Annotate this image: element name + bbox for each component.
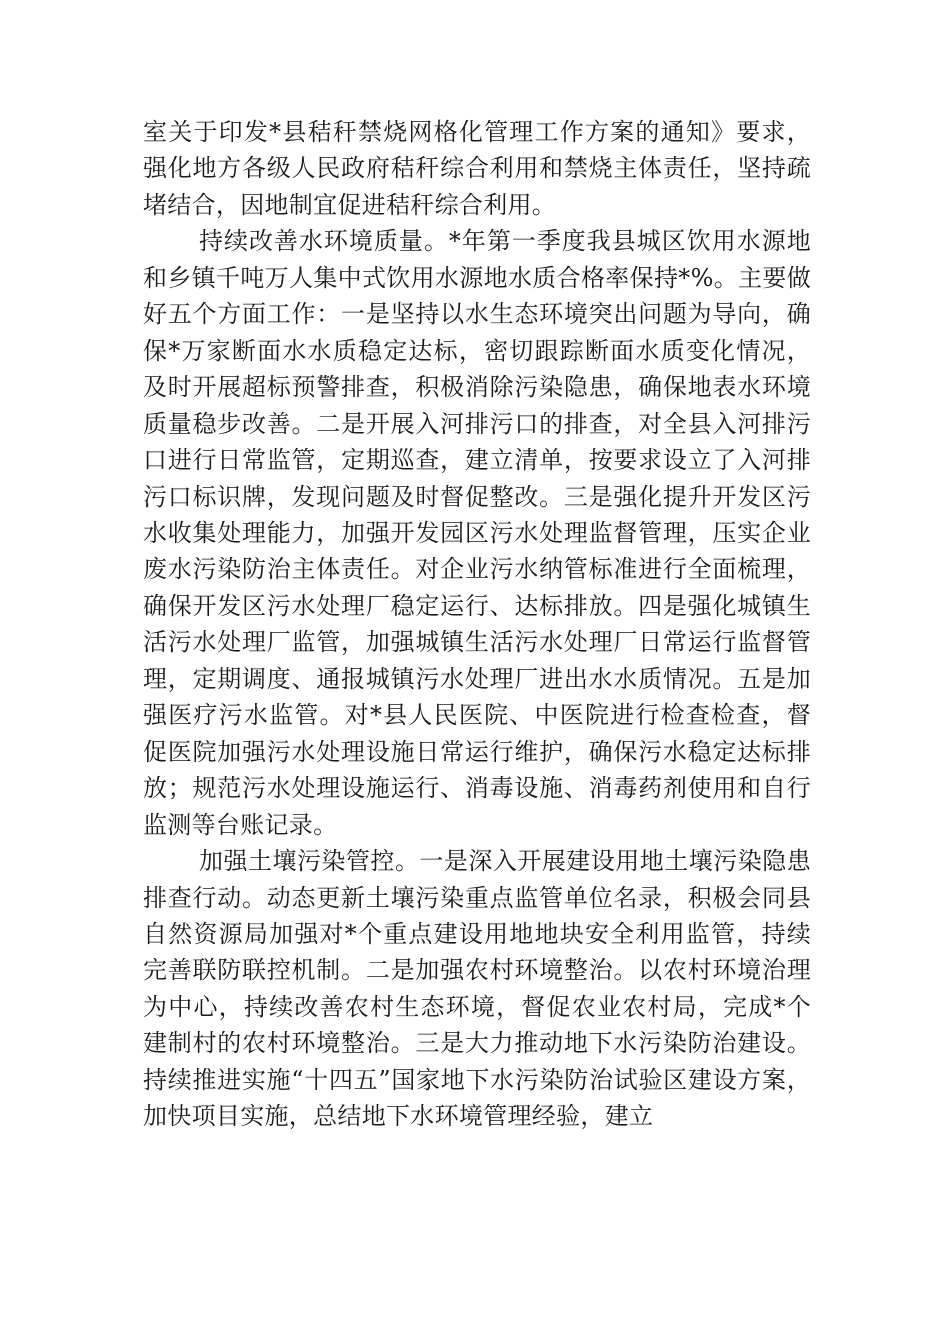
paragraph-soil-pollution: 加强土壤污染管控。一是深入开展建设用地土壤污染隐患排查行动。动态更新土壤污染重点监管单位名录，积极会同县自然资源局加强对*个重点建设用地地块安全利用监管，持续完善联防联控机制。二是加强农村环境整治。以农村环境治理为中心，持续改善农村生态环境，督促农业农村局，完成*个建制村的农村环境整治。三是大力推动地下水污染防治建设。持续推进实施“十四五”国家地下水污染防治试验区建设方案，加快项目实施，总结地下水环境管理经验，建立 (143, 847, 811, 1131)
document-body (143, 114, 811, 1135)
paragraph-straw-burning-continuation: 室关于印发*县秸秆禁烧网格化管理工作方案的通知》要求，强化地方各级人民政府秸秆综合利用和禁烧主体责任，坚持疏堵结合，因地制宜促进秸秆综合利用。 (143, 118, 811, 219)
paragraph-water-environment: 持续改善水环境质量。*年第一季度我县城区饮用水源地和乡镇千吨万人集中式饮用水源地水质合格率保持*%。主要做好五个方面工作：一是坚持以水生态环境突出问题为导向，确保*万家断面水水质稳定达标，密切跟踪断面水质变化情况，及时开展超标预警排查，积极消除污染隐患，确保地表水环境质量稳步改善。二是开展入河排污口的排查，对全县入河排污口进行日常监管，定期巡查，建立清单，按要求设立了入河排污口标识牌，发现问题及时督促整改。三是强化提升开发区污水收集处理能力，加强开发园区污水处理监督管理，压实企业废水污染防治主体责任。对企业污水纳管标准进行全面梳理，确保开发区污水处理厂稳定运行、达标排放。四是强化城镇生活污水处理厂监管，加强城镇生活污水处理厂日常运行监督管理，定期调度、通报城镇污水处理厂进出水水质情况。五是加强医疗污水监管。对*县人民医院、中医院进行检查检查，督促医院加强污水处理设施日常运行维护，确保污水稳定达标排放；规范污水处理设施运行、消毒设施、消毒药剂使用和自行监测等台账记录。 (143, 227, 811, 839)
